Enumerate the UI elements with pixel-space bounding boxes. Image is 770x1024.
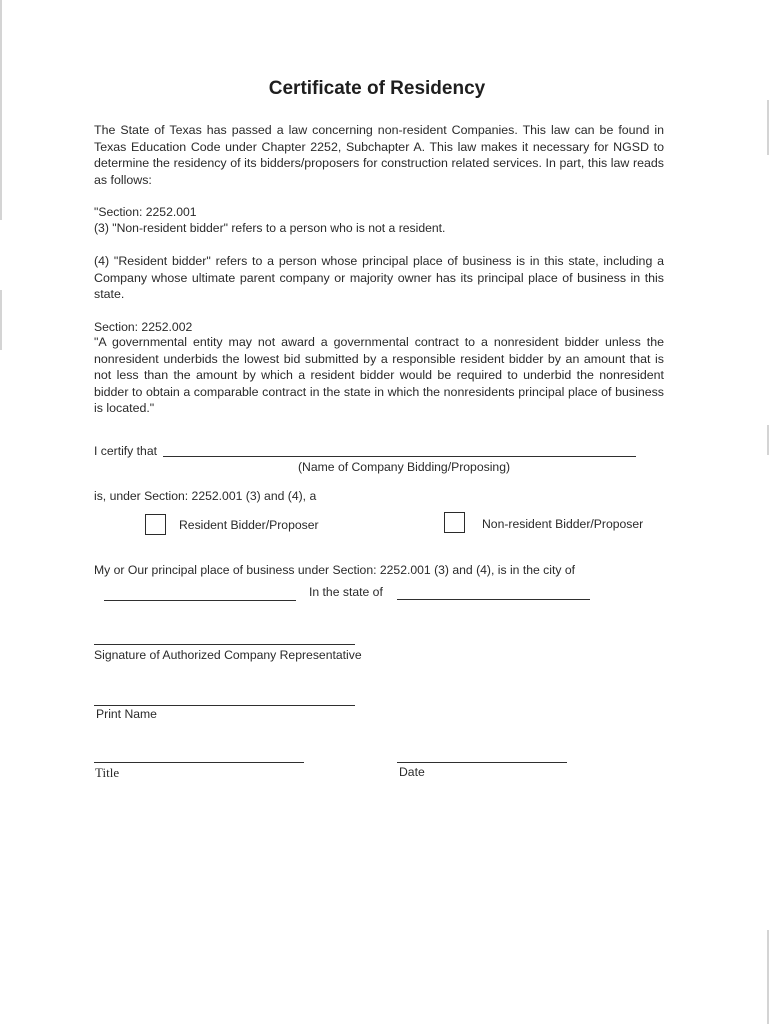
nonresident-label: Non-resident Bidder/Proposer [482, 517, 644, 531]
scan-edge-mark [767, 930, 769, 1024]
company-name-caption: (Name of Company Bidding/Proposing) [298, 460, 511, 474]
section2-heading: Section: 2252.002 [94, 320, 193, 334]
is-under-section: is, under Section: 2252.001 (3) and (4), a [94, 489, 317, 503]
city-line[interactable] [104, 600, 296, 601]
scan-edge-mark [0, 0, 2, 220]
title-label: Title [95, 765, 120, 780]
title-line[interactable] [94, 762, 304, 763]
print-name-label: Print Name [96, 707, 157, 721]
signature-line[interactable] [94, 644, 355, 645]
certify-label: I certify that [94, 444, 157, 458]
state-label: In the state of [309, 585, 383, 599]
principal-place-text: My or Our principal place of business under Section: 2252.001 (3) and (4), is in the city of [94, 563, 575, 577]
company-name-line[interactable] [163, 456, 636, 457]
section2-text: "A governmental entity may not award a governmental contract to a nonresident bidder unless the nonresident underbids the lowest bid submitted by a responsible resident bidder by an amount that is not less than the amount by which a resident bidder would be required to underbid the nonresident bidder to obtain a comparable contract in the state in which the nonresidents principal place of business is located." [94, 335, 664, 415]
date-line[interactable] [397, 762, 567, 763]
state-line[interactable] [397, 599, 590, 600]
print-name-line[interactable] [94, 705, 355, 706]
document-title: Certificate of Residency [268, 78, 486, 99]
scan-edge-mark [0, 290, 2, 350]
resident-label: Resident Bidder/Proposer [179, 518, 319, 532]
section1-heading: "Section: 2252.001 [94, 205, 197, 219]
nonresident-checkbox[interactable] [444, 512, 465, 533]
section1-item4: (4) "Resident bidder" refers to a person whose principal place of business is in this state, including a Company whose ultimate parent company or majority owner has its principal place of business in this state. [94, 254, 664, 301]
date-label: Date [399, 765, 425, 779]
signature-label: Signature of Authorized Company Representative [94, 648, 362, 662]
resident-checkbox[interactable] [145, 514, 166, 535]
section1-item3: (3) "Non-resident bidder" refers to a person who is not a resident. [94, 221, 446, 235]
scan-edge-mark [767, 425, 769, 455]
scan-edge-mark [767, 100, 769, 155]
intro-paragraph: The State of Texas has passed a law concerning non-resident Companies. This law can be found in Texas Education Code under Chapter 2252, Subchapter A. This law makes it necessary for NGSD to determine the residency of its bidders/proposers for construction related services. In part, this law reads as follows: [94, 123, 664, 187]
